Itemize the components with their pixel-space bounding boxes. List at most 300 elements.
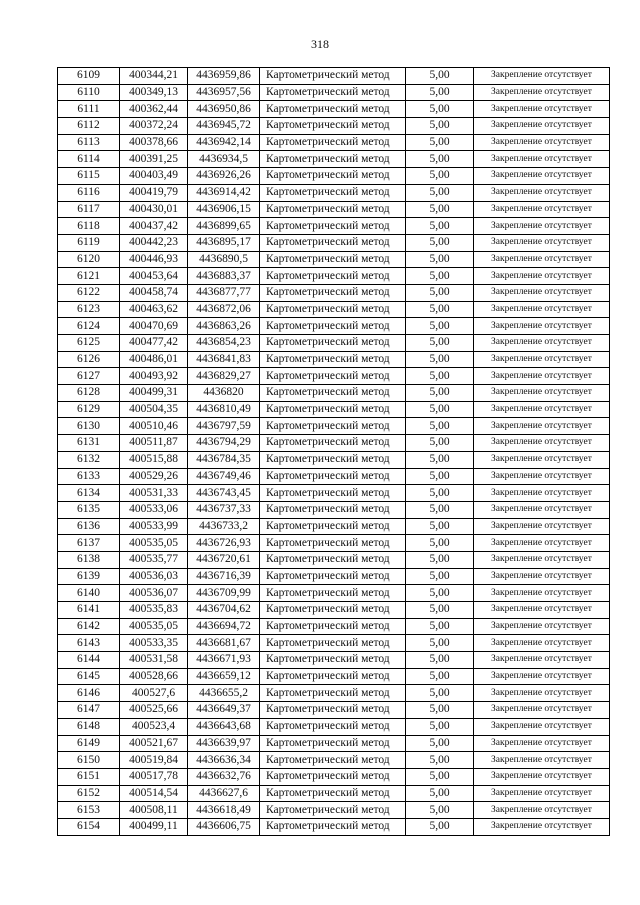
marking-cell: Закрепление отсутствует — [474, 468, 610, 485]
accuracy-cell: 5,00 — [406, 768, 474, 785]
marking-cell: Закрепление отсутствует — [474, 652, 610, 669]
point-number-cell: 6131 — [58, 435, 120, 452]
method-cell: Картометрический метод — [260, 685, 406, 702]
table-row — [58, 401, 610, 418]
method-cell: Картометрический метод — [260, 218, 406, 235]
accuracy-cell: 5,00 — [406, 234, 474, 251]
table-row — [58, 485, 610, 502]
table-row — [58, 418, 610, 435]
x-coordinate-cell: 400536,07 — [120, 585, 188, 602]
y-coordinate-cell: 4436957,56 — [188, 84, 260, 101]
y-coordinate-cell: 4436681,67 — [188, 635, 260, 652]
table-row — [58, 435, 610, 452]
x-coordinate-cell: 400442,23 — [120, 234, 188, 251]
point-number-cell: 6124 — [58, 318, 120, 335]
accuracy-cell: 5,00 — [406, 485, 474, 502]
table-row — [58, 385, 610, 402]
accuracy-cell: 5,00 — [406, 752, 474, 769]
y-coordinate-cell: 4436671,93 — [188, 652, 260, 669]
point-number-cell: 6132 — [58, 451, 120, 468]
y-coordinate-cell: 4436704,62 — [188, 602, 260, 619]
y-coordinate-cell: 4436749,46 — [188, 468, 260, 485]
point-number-cell: 6150 — [58, 752, 120, 769]
x-coordinate-cell: 400430,01 — [120, 201, 188, 218]
marking-cell: Закрепление отсутствует — [474, 234, 610, 251]
x-coordinate-cell: 400517,78 — [120, 768, 188, 785]
table-row — [58, 234, 610, 251]
table-row — [58, 585, 610, 602]
accuracy-cell: 5,00 — [406, 335, 474, 352]
marking-cell: Закрепление отсутствует — [474, 501, 610, 518]
y-coordinate-cell: 4436829,27 — [188, 368, 260, 385]
y-coordinate-cell: 4436659,12 — [188, 668, 260, 685]
table-row — [58, 101, 610, 118]
table-row — [58, 785, 610, 802]
y-coordinate-cell: 4436950,86 — [188, 101, 260, 118]
accuracy-cell: 5,00 — [406, 351, 474, 368]
x-coordinate-cell: 400535,83 — [120, 602, 188, 619]
y-coordinate-cell: 4436643,68 — [188, 718, 260, 735]
method-cell: Картометрический метод — [260, 68, 406, 85]
point-number-cell: 6135 — [58, 501, 120, 518]
method-cell: Картометрический метод — [260, 251, 406, 268]
x-coordinate-cell: 400535,77 — [120, 551, 188, 568]
method-cell: Картометрический метод — [260, 168, 406, 185]
accuracy-cell: 5,00 — [406, 118, 474, 135]
y-coordinate-cell: 4436618,49 — [188, 802, 260, 819]
x-coordinate-cell: 400525,66 — [120, 702, 188, 719]
accuracy-cell: 5,00 — [406, 501, 474, 518]
method-cell: Картометрический метод — [260, 84, 406, 101]
accuracy-cell: 5,00 — [406, 735, 474, 752]
y-coordinate-cell: 4436959,86 — [188, 68, 260, 85]
method-cell: Картометрический метод — [260, 468, 406, 485]
marking-cell: Закрепление отсутствует — [474, 385, 610, 402]
marking-cell: Закрепление отсутствует — [474, 101, 610, 118]
accuracy-cell: 5,00 — [406, 685, 474, 702]
method-cell: Картометрический метод — [260, 435, 406, 452]
method-cell: Картометрический метод — [260, 585, 406, 602]
table-row — [58, 618, 610, 635]
method-cell: Картометрический метод — [260, 385, 406, 402]
method-cell: Картометрический метод — [260, 335, 406, 352]
accuracy-cell: 5,00 — [406, 702, 474, 719]
table-row — [58, 602, 610, 619]
x-coordinate-cell: 400533,99 — [120, 518, 188, 535]
table-row — [58, 68, 610, 85]
accuracy-cell: 5,00 — [406, 568, 474, 585]
table-row — [58, 501, 610, 518]
accuracy-cell: 5,00 — [406, 635, 474, 652]
accuracy-cell: 5,00 — [406, 368, 474, 385]
marking-cell: Закрепление отсутствует — [474, 568, 610, 585]
marking-cell: Закрепление отсутствует — [474, 551, 610, 568]
point-number-cell: 6126 — [58, 351, 120, 368]
point-number-cell: 6151 — [58, 768, 120, 785]
marking-cell: Закрепление отсутствует — [474, 435, 610, 452]
marking-cell: Закрепление отсутствует — [474, 134, 610, 151]
x-coordinate-cell: 400470,69 — [120, 318, 188, 335]
method-cell: Картометрический метод — [260, 618, 406, 635]
table-row — [58, 268, 610, 285]
accuracy-cell: 5,00 — [406, 151, 474, 168]
point-number-cell: 6149 — [58, 735, 120, 752]
y-coordinate-cell: 4436720,61 — [188, 551, 260, 568]
point-number-cell: 6113 — [58, 134, 120, 151]
marking-cell: Закрепление отсутствует — [474, 68, 610, 85]
x-coordinate-cell: 400504,35 — [120, 401, 188, 418]
y-coordinate-cell: 4436934,5 — [188, 151, 260, 168]
table-row — [58, 468, 610, 485]
marking-cell: Закрепление отсутствует — [474, 218, 610, 235]
marking-cell: Закрепление отсутствует — [474, 735, 610, 752]
point-number-cell: 6117 — [58, 201, 120, 218]
x-coordinate-cell: 400521,67 — [120, 735, 188, 752]
x-coordinate-cell: 400533,06 — [120, 501, 188, 518]
marking-cell: Закрепление отсутствует — [474, 718, 610, 735]
marking-cell: Закрепление отсутствует — [474, 351, 610, 368]
method-cell: Картометрический метод — [260, 101, 406, 118]
method-cell: Картометрический метод — [260, 718, 406, 735]
x-coordinate-cell: 400523,4 — [120, 718, 188, 735]
point-number-cell: 6129 — [58, 401, 120, 418]
x-coordinate-cell: 400515,88 — [120, 451, 188, 468]
y-coordinate-cell: 4436945,72 — [188, 118, 260, 135]
point-number-cell: 6143 — [58, 635, 120, 652]
method-cell: Картометрический метод — [260, 802, 406, 819]
accuracy-cell: 5,00 — [406, 451, 474, 468]
x-coordinate-cell: 400535,05 — [120, 535, 188, 552]
x-coordinate-cell: 400508,11 — [120, 802, 188, 819]
method-cell: Картометрический метод — [260, 118, 406, 135]
method-cell: Картометрический метод — [260, 735, 406, 752]
y-coordinate-cell: 4436639,97 — [188, 735, 260, 752]
point-number-cell: 6142 — [58, 618, 120, 635]
x-coordinate-cell: 400527,6 — [120, 685, 188, 702]
table-body — [58, 68, 610, 836]
table-row — [58, 685, 610, 702]
x-coordinate-cell: 400372,24 — [120, 118, 188, 135]
marking-cell: Закрепление отсутствует — [474, 318, 610, 335]
y-coordinate-cell: 4436899,65 — [188, 218, 260, 235]
x-coordinate-cell: 400362,44 — [120, 101, 188, 118]
x-coordinate-cell: 400519,84 — [120, 752, 188, 769]
method-cell: Картометрический метод — [260, 351, 406, 368]
accuracy-cell: 5,00 — [406, 551, 474, 568]
point-number-cell: 6116 — [58, 184, 120, 201]
page-number: 318 — [311, 37, 329, 51]
table-row — [58, 184, 610, 201]
point-number-cell: 6141 — [58, 602, 120, 619]
y-coordinate-cell: 4436636,34 — [188, 752, 260, 769]
method-cell: Картометрический метод — [260, 301, 406, 318]
x-coordinate-cell: 400344,21 — [120, 68, 188, 85]
marking-cell: Закрепление отсутствует — [474, 768, 610, 785]
x-coordinate-cell: 400391,25 — [120, 151, 188, 168]
method-cell: Картометрический метод — [260, 184, 406, 201]
marking-cell: Закрепление отсутствует — [474, 702, 610, 719]
method-cell: Картометрический метод — [260, 568, 406, 585]
marking-cell: Закрепление отсутствует — [474, 118, 610, 135]
x-coordinate-cell: 400528,66 — [120, 668, 188, 685]
table-row — [58, 568, 610, 585]
point-number-cell: 6121 — [58, 268, 120, 285]
table-row — [58, 752, 610, 769]
point-number-cell: 6109 — [58, 68, 120, 85]
marking-cell: Закрепление отсутствует — [474, 602, 610, 619]
y-coordinate-cell: 4436606,75 — [188, 818, 260, 835]
accuracy-cell: 5,00 — [406, 818, 474, 835]
point-number-cell: 6144 — [58, 652, 120, 669]
table-row — [58, 735, 610, 752]
point-number-cell: 6119 — [58, 234, 120, 251]
x-coordinate-cell: 400463,62 — [120, 301, 188, 318]
accuracy-cell: 5,00 — [406, 284, 474, 301]
accuracy-cell: 5,00 — [406, 301, 474, 318]
marking-cell: Закрепление отсутствует — [474, 752, 610, 769]
y-coordinate-cell: 4436632,76 — [188, 768, 260, 785]
accuracy-cell: 5,00 — [406, 101, 474, 118]
method-cell: Картометрический метод — [260, 535, 406, 552]
y-coordinate-cell: 4436810,49 — [188, 401, 260, 418]
table-row — [58, 218, 610, 235]
method-cell: Картометрический метод — [260, 451, 406, 468]
accuracy-cell: 5,00 — [406, 435, 474, 452]
method-cell: Картометрический метод — [260, 652, 406, 669]
method-cell: Картометрический метод — [260, 284, 406, 301]
table-row — [58, 251, 610, 268]
marking-cell: Закрепление отсутствует — [474, 485, 610, 502]
y-coordinate-cell: 4436743,45 — [188, 485, 260, 502]
marking-cell: Закрепление отсутствует — [474, 668, 610, 685]
accuracy-cell: 5,00 — [406, 184, 474, 201]
point-number-cell: 6140 — [58, 585, 120, 602]
table-row — [58, 451, 610, 468]
point-number-cell: 6152 — [58, 785, 120, 802]
table-row — [58, 368, 610, 385]
y-coordinate-cell: 4436883,37 — [188, 268, 260, 285]
point-number-cell: 6118 — [58, 218, 120, 235]
point-number-cell: 6123 — [58, 301, 120, 318]
table-row — [58, 84, 610, 101]
method-cell: Картометрический метод — [260, 551, 406, 568]
marking-cell: Закрепление отсутствует — [474, 518, 610, 535]
point-number-cell: 6114 — [58, 151, 120, 168]
marking-cell: Закрепление отсутствует — [474, 685, 610, 702]
method-cell: Картометрический метод — [260, 151, 406, 168]
point-number-cell: 6122 — [58, 284, 120, 301]
point-number-cell: 6112 — [58, 118, 120, 135]
y-coordinate-cell: 4436854,23 — [188, 335, 260, 352]
table-row — [58, 318, 610, 335]
method-cell: Картометрический метод — [260, 318, 406, 335]
method-cell: Картометрический метод — [260, 635, 406, 652]
y-coordinate-cell: 4436841,83 — [188, 351, 260, 368]
accuracy-cell: 5,00 — [406, 218, 474, 235]
coordinates-table — [57, 67, 610, 836]
accuracy-cell: 5,00 — [406, 418, 474, 435]
y-coordinate-cell: 4436784,35 — [188, 451, 260, 468]
marking-cell: Закрепление отсутствует — [474, 201, 610, 218]
method-cell: Картометрический метод — [260, 518, 406, 535]
marking-cell: Закрепление отсутствует — [474, 151, 610, 168]
table-row — [58, 351, 610, 368]
marking-cell: Закрепление отсутствует — [474, 785, 610, 802]
y-coordinate-cell: 4436926,26 — [188, 168, 260, 185]
table-row — [58, 168, 610, 185]
table-row — [58, 652, 610, 669]
y-coordinate-cell: 4436694,72 — [188, 618, 260, 635]
accuracy-cell: 5,00 — [406, 535, 474, 552]
y-coordinate-cell: 4436627,6 — [188, 785, 260, 802]
y-coordinate-cell: 4436890,5 — [188, 251, 260, 268]
point-number-cell: 6127 — [58, 368, 120, 385]
point-number-cell: 6110 — [58, 84, 120, 101]
marking-cell: Закрепление отсутствует — [474, 401, 610, 418]
method-cell: Картометрический метод — [260, 501, 406, 518]
point-number-cell: 6145 — [58, 668, 120, 685]
marking-cell: Закрепление отсутствует — [474, 268, 610, 285]
table-row — [58, 702, 610, 719]
accuracy-cell: 5,00 — [406, 618, 474, 635]
accuracy-cell: 5,00 — [406, 518, 474, 535]
method-cell: Картометрический метод — [260, 768, 406, 785]
table-row — [58, 718, 610, 735]
method-cell: Картометрический метод — [260, 234, 406, 251]
accuracy-cell: 5,00 — [406, 84, 474, 101]
accuracy-cell: 5,00 — [406, 68, 474, 85]
y-coordinate-cell: 4436726,93 — [188, 535, 260, 552]
x-coordinate-cell: 400531,58 — [120, 652, 188, 669]
point-number-cell: 6128 — [58, 385, 120, 402]
marking-cell: Закрепление отсутствует — [474, 184, 610, 201]
marking-cell: Закрепление отсутствует — [474, 168, 610, 185]
x-coordinate-cell: 400510,46 — [120, 418, 188, 435]
table-row — [58, 335, 610, 352]
table-row — [58, 134, 610, 151]
table-row — [58, 768, 610, 785]
marking-cell: Закрепление отсутствует — [474, 335, 610, 352]
accuracy-cell: 5,00 — [406, 168, 474, 185]
y-coordinate-cell: 4436709,99 — [188, 585, 260, 602]
x-coordinate-cell: 400531,33 — [120, 485, 188, 502]
table-row — [58, 118, 610, 135]
y-coordinate-cell: 4436649,37 — [188, 702, 260, 719]
marking-cell: Закрепление отсутствует — [474, 368, 610, 385]
x-coordinate-cell: 400378,66 — [120, 134, 188, 151]
marking-cell: Закрепление отсутствует — [474, 284, 610, 301]
accuracy-cell: 5,00 — [406, 785, 474, 802]
y-coordinate-cell: 4436797,59 — [188, 418, 260, 435]
x-coordinate-cell: 400493,92 — [120, 368, 188, 385]
accuracy-cell: 5,00 — [406, 268, 474, 285]
accuracy-cell: 5,00 — [406, 668, 474, 685]
point-number-cell: 6134 — [58, 485, 120, 502]
y-coordinate-cell: 4436906,15 — [188, 201, 260, 218]
point-number-cell: 6111 — [58, 101, 120, 118]
x-coordinate-cell: 400499,11 — [120, 818, 188, 835]
x-coordinate-cell: 400437,42 — [120, 218, 188, 235]
method-cell: Картометрический метод — [260, 485, 406, 502]
point-number-cell: 6115 — [58, 168, 120, 185]
y-coordinate-cell: 4436863,26 — [188, 318, 260, 335]
marking-cell: Закрепление отсутствует — [474, 251, 610, 268]
accuracy-cell: 5,00 — [406, 201, 474, 218]
point-number-cell: 6153 — [58, 802, 120, 819]
accuracy-cell: 5,00 — [406, 251, 474, 268]
point-number-cell: 6154 — [58, 818, 120, 835]
point-number-cell: 6136 — [58, 518, 120, 535]
table-row — [58, 551, 610, 568]
x-coordinate-cell: 400419,79 — [120, 184, 188, 201]
method-cell: Картометрический метод — [260, 134, 406, 151]
point-number-cell: 6137 — [58, 535, 120, 552]
x-coordinate-cell: 400349,13 — [120, 84, 188, 101]
method-cell: Картометрический метод — [260, 752, 406, 769]
accuracy-cell: 5,00 — [406, 468, 474, 485]
y-coordinate-cell: 4436895,17 — [188, 234, 260, 251]
y-coordinate-cell: 4436737,33 — [188, 501, 260, 518]
method-cell: Картометрический метод — [260, 668, 406, 685]
point-number-cell: 6139 — [58, 568, 120, 585]
y-coordinate-cell: 4436733,2 — [188, 518, 260, 535]
table-row — [58, 635, 610, 652]
marking-cell: Закрепление отсутствует — [474, 635, 610, 652]
table-row — [58, 151, 610, 168]
x-coordinate-cell: 400514,54 — [120, 785, 188, 802]
accuracy-cell: 5,00 — [406, 652, 474, 669]
x-coordinate-cell: 400446,93 — [120, 251, 188, 268]
point-number-cell: 6130 — [58, 418, 120, 435]
method-cell: Картометрический метод — [260, 602, 406, 619]
y-coordinate-cell: 4436794,29 — [188, 435, 260, 452]
point-number-cell: 6147 — [58, 702, 120, 719]
table-row — [58, 668, 610, 685]
method-cell: Картометрический метод — [260, 818, 406, 835]
x-coordinate-cell: 400486,01 — [120, 351, 188, 368]
accuracy-cell: 5,00 — [406, 134, 474, 151]
accuracy-cell: 5,00 — [406, 385, 474, 402]
marking-cell: Закрепление отсутствует — [474, 802, 610, 819]
marking-cell: Закрепление отсутствует — [474, 618, 610, 635]
accuracy-cell: 5,00 — [406, 802, 474, 819]
table-row — [58, 301, 610, 318]
point-number-cell: 6148 — [58, 718, 120, 735]
x-coordinate-cell: 400535,05 — [120, 618, 188, 635]
y-coordinate-cell: 4436914,42 — [188, 184, 260, 201]
marking-cell: Закрепление отсутствует — [474, 451, 610, 468]
table-row — [58, 284, 610, 301]
point-number-cell: 6133 — [58, 468, 120, 485]
marking-cell: Закрепление отсутствует — [474, 301, 610, 318]
accuracy-cell: 5,00 — [406, 401, 474, 418]
table-row — [58, 818, 610, 835]
point-number-cell: 6120 — [58, 251, 120, 268]
x-coordinate-cell: 400511,87 — [120, 435, 188, 452]
marking-cell: Закрепление отсутствует — [474, 535, 610, 552]
x-coordinate-cell: 400403,49 — [120, 168, 188, 185]
y-coordinate-cell: 4436872,06 — [188, 301, 260, 318]
table-row — [58, 535, 610, 552]
accuracy-cell: 5,00 — [406, 585, 474, 602]
point-number-cell: 6146 — [58, 685, 120, 702]
table-row — [58, 518, 610, 535]
marking-cell: Закрепление отсутствует — [474, 84, 610, 101]
marking-cell: Закрепление отсутствует — [474, 418, 610, 435]
method-cell: Картометрический метод — [260, 368, 406, 385]
method-cell: Картометрический метод — [260, 785, 406, 802]
x-coordinate-cell: 400529,26 — [120, 468, 188, 485]
